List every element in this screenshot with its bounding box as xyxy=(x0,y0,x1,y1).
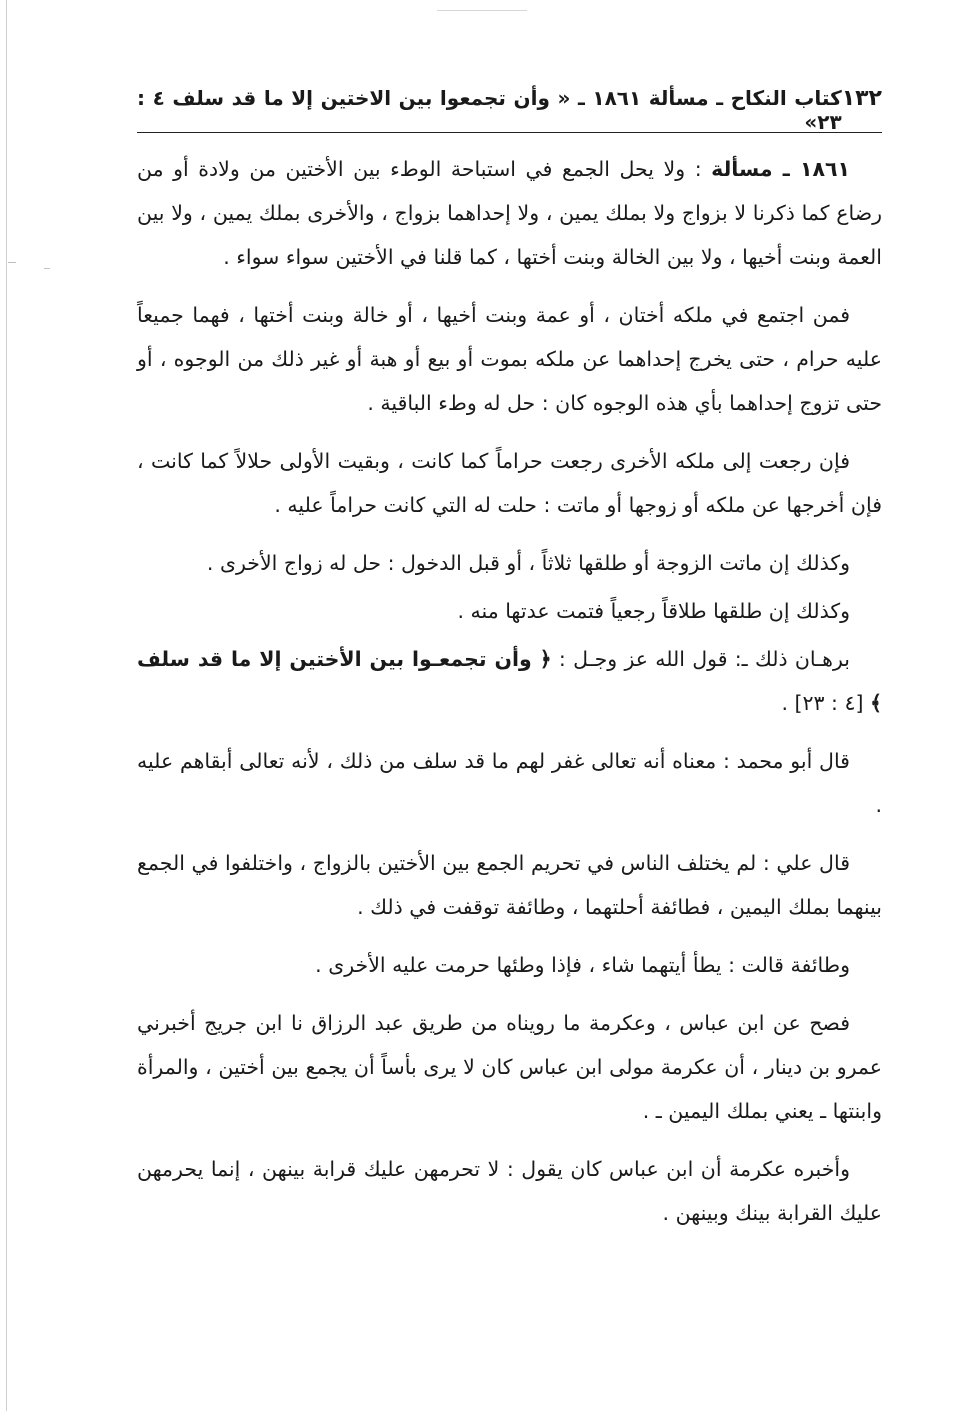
issue-number: ١٨٦١ ـ مسألة xyxy=(711,157,850,181)
running-head-title: كتاب النكاح ـ مسألة ١٨٦١ ـ « وأن تجمعوا بين الاختين إلا ما قد سلف ٤ : ٢٣» xyxy=(137,86,842,134)
paragraph-text: قال علي : لم يختلف الناس في تحريم الجمع بين الأختين بالزواج ، واختلفوا في الجمع بينهما بملك اليمين ، فطائفة أحلتهما ، وطائفة توقفت في ذلك . xyxy=(137,851,882,919)
page-edge-line xyxy=(6,0,7,1411)
paragraph-text: وكذلك إن ماتت الزوجة أو طلقها ثلاثاً ، أو قبل الدخول : حل له زواج الأخرى . xyxy=(206,551,850,575)
paragraph-text: فإن رجعت إلى ملكه الأخرى رجعت حراماً كما كانت ، وبقيت الأولى حلالاً كما كانت ، فإن أخرجها عن ملكه أو زوجها أو ماتت : حلت له التي كانت حراماً عليه . xyxy=(137,449,882,517)
book-page xyxy=(137,86,882,1249)
paragraph-text: وطائفة قالت : يطأ أيتهما شاء ، فإذا وطئها حرمت عليه الأخرى . xyxy=(315,953,850,977)
paragraph xyxy=(137,943,882,987)
paragraph-text: : ولا يحل الجمع في استباحة الوطء بين الأختين من ولادة أو من رضاع كما ذكرنا لا بزواج ولا بملك يمين ، ولا إحداهما بزواج ، والأخرى بملك يمين ، ولا بين العمة وبنت أخيها ، ولا بين الخالة وبنت أختها ، كما قلنا في الأختين سواء سواء . xyxy=(137,157,882,269)
paragraph-issue-1861 xyxy=(137,147,882,279)
paragraph-text: فصح عن ابن عباس ، وعكرمة ما رويناه من طريق عبد الرزاق نا ابن جريج أخبرني عمرو بن دينار ، أن عكرمة مولى ابن عباس كان لا يرى بأساً أن يجمع بين أختين ، والمرأة وابنتها ـ يعني بملك اليمين ـ . xyxy=(137,1011,882,1123)
paragraph xyxy=(137,541,882,585)
page-number: ١٣٢ xyxy=(841,86,882,111)
running-head xyxy=(137,86,882,134)
margin-scan-mark xyxy=(8,262,16,263)
paragraph xyxy=(137,293,882,425)
paragraph-text: فمن اجتمع في ملكه أختان ، أو عمة وبنت أخيها ، أو خالة وبنت أختها ، فهما جميعاً عليه حرام ، حتى يخرج إحداهما عن ملكه بموت أو بيع أو هبة أو غير ذلك من الوجوه ، أو حتى تزوج إحداهما بأي هذه الوجوه كان : حل له وطء الباقية . xyxy=(137,303,882,415)
top-scan-mark xyxy=(437,10,527,11)
paragraph xyxy=(137,439,882,527)
paragraph xyxy=(137,1147,882,1235)
quran-reference: [٤ : ٢٣] . xyxy=(781,691,870,715)
paragraph xyxy=(137,589,882,633)
paragraph-text: برهـان ذلك ـ: قول الله عز وجـل : xyxy=(551,647,850,671)
paragraph xyxy=(137,1001,882,1133)
paragraph-text: وكذلك إن طلقها طلاقاً رجعياً فتمت عدتها منه . xyxy=(457,599,850,623)
quran-quote: ﴿ وأن تجمعـوا بين الأختين إلا ما قد سلف ﴾ xyxy=(137,647,882,715)
paragraph xyxy=(137,739,882,827)
paragraph-proof xyxy=(137,637,882,725)
margin-scan-mark xyxy=(44,268,50,269)
paragraph-text: قال أبو محمد : معناه أنه تعالى غفر لهم ما قد سلف من ذلك ، لأنه تعالى أبقاهم عليه . xyxy=(137,749,882,817)
paragraph-text: وأخبره عكرمة أن ابن عباس كان يقول : لا تحرمهن عليك قرابة بينهن ، إنما يحرمهن عليك القرابة بينك وبينهن . xyxy=(137,1157,882,1225)
paragraph xyxy=(137,841,882,929)
